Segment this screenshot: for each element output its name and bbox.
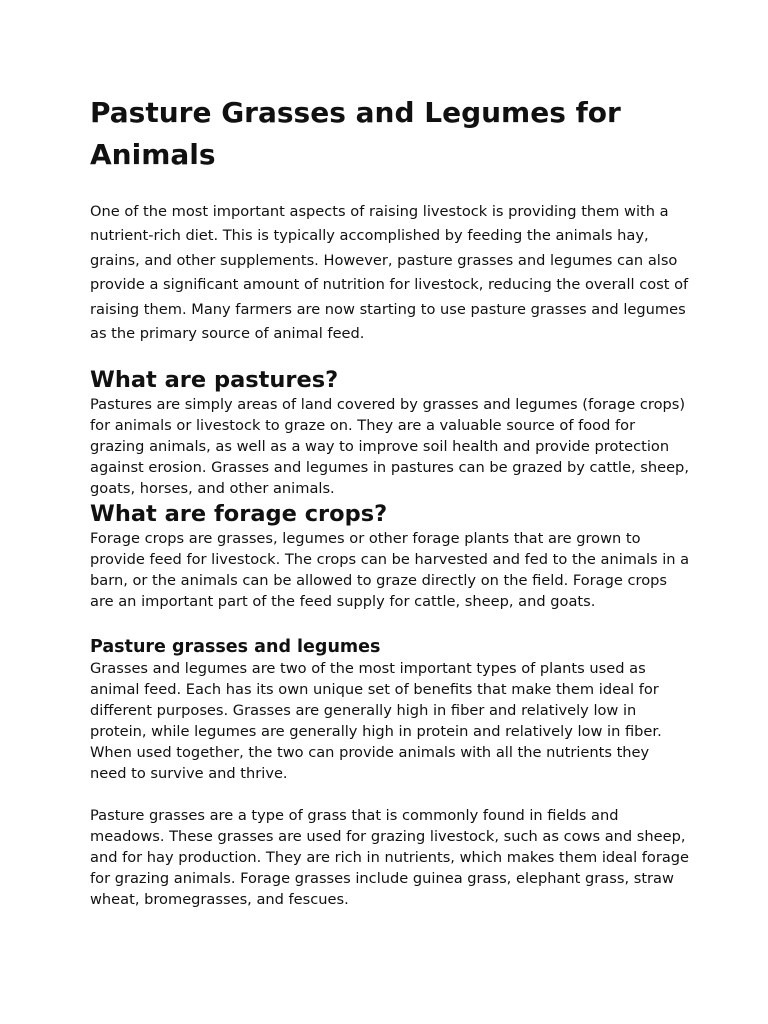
section-heading-grasses-legumes: Pasture grasses and legumes (90, 637, 381, 658)
section-paragraph-grasses-legumes-2: Pasture grasses are a type of grass that is commonly found in fields and meadows. These grasses are used for grazing livestock, such as cows and sheep, and for hay production. They are rich in nutrients, which makes them ideal forage for grazing animals. Forage grasses include guinea grass, elephant grass, straw wheat, bromegrasses, and fescues. (90, 807, 690, 909)
document-page (90, 92, 690, 910)
section-heading-forage-crops: What are forage crops? (90, 501, 388, 528)
intro-paragraph: One of the most important aspects of raising livestock is providing them with a nutrient-rich diet. This is typically accomplished by feeding the animals hay, grains, and other supplements. However, pasture grasses and legumes can also provide a significant amount of nutrition for livestock, reducing the overall cost of raising them. Many farmers are now starting to use pasture grasses and legumes as the primary source of animal feed. (90, 203, 689, 343)
section-paragraph-pastures: Pastures are simply areas of land covered by grasses and legumes (forage crops) for animals or livestock to graze on. They are a valuable source of food for grazing animals, as well as a way to improve soil health and provide protection against erosion. Grasses and legumes in pastures can be grazed by cattle, sheep, goats, horses, and other animals. (90, 396, 689, 498)
section-heading-pastures: What are pastures? (90, 367, 339, 394)
section-paragraph-grasses-legumes-1: Grasses and legumes are two of the most important types of plants used as animal feed. Each has its own unique set of benefits that make them ideal for different purposes. Grasses are generally high in fiber and relatively low in protein, while legumes are generally high in protein and relatively low in fiber. When used together, the two can provide animals with all the nutrients they need to survive and thrive. (90, 660, 662, 783)
section-paragraph-forage-crops: Forage crops are grasses, legumes or other forage plants that are grown to provide feed for livestock. The crops can be harvested and fed to the animals in a barn, or the animals can be allowed to graze directly on the field. Forage crops are an important part of the feed supply for cattle, sheep, and goats. (90, 530, 690, 611)
page-title: Pasture Grasses and Legumes for Animals (90, 96, 621, 171)
